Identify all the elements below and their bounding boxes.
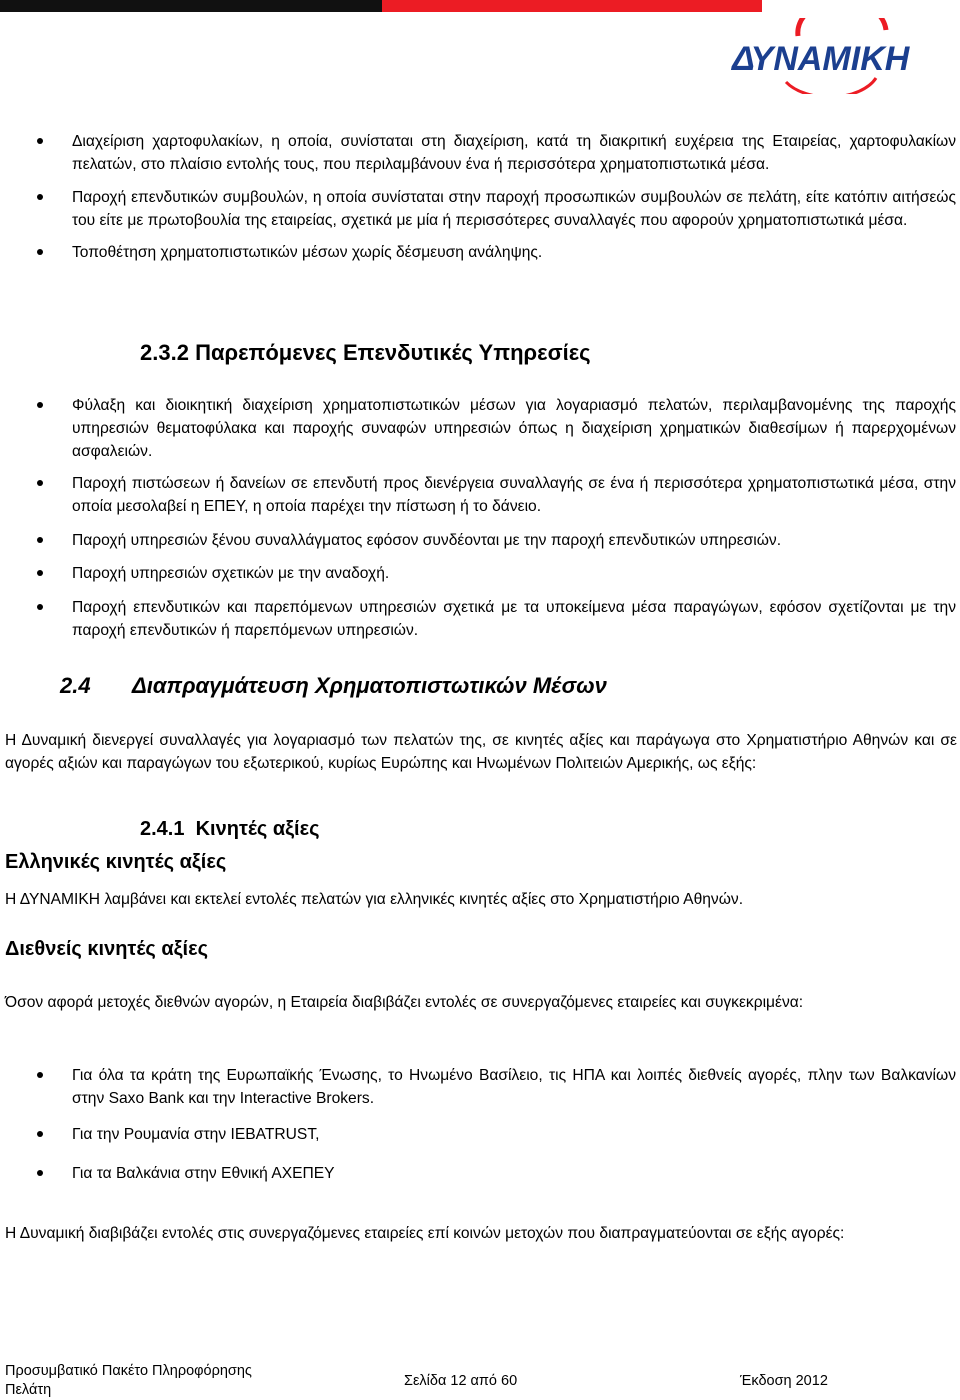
list-item: Παροχή υπηρεσιών σχετικών με την αναδοχή. xyxy=(0,562,960,585)
footer-page-number: Σελίδα 12 από 60 xyxy=(404,1373,518,1389)
international-securities-heading: Διεθνείς κινητές αξίες xyxy=(5,938,208,960)
header-bar-black xyxy=(0,0,382,12)
bullet-icon xyxy=(37,138,43,144)
section-heading-2-3-2: 2.3.2 Παρεπόμενες Επενδυτικές Υπηρεσίες xyxy=(140,340,591,365)
list-item: Παροχή υπηρεσιών ξένου συναλλάγματος εφόσον συνδέονται με την παροχή επενδυτικών υπηρεσιών. xyxy=(0,529,960,552)
footer-document-title: Προσυμβατικό Πακέτο Πληροφόρησης Πελάτη xyxy=(5,1363,252,1398)
list-item: Τοποθέτηση χρηματοπιστωτικών μέσων χωρίς δέσμευση ανάληψης. xyxy=(0,241,960,264)
greek-securities-heading: Ελληνικές κινητές αξίες xyxy=(5,851,227,873)
list-item: Παροχή επενδυτικών συμβουλών, η οποία συνίσταται στην παροχή προσωπικών συμβουλών σε πελάτη, είτε κατόπιν αιτήσεώς του είτε με πρωτοβουλία της εταιρείας, σχετικά με μία ή περισσότερες συναλλαγές που αφορούν χρηματοπιστωτικά μέσα. xyxy=(0,186,960,232)
international-securities-paragraph: Όσον αφορά μετοχές διεθνών αγορών, η Εταιρεία διαβιβάζει εντολές σε συνεργαζόμενες εταιρείες και συγκεκριμένα: xyxy=(5,994,804,1011)
bullet-icon xyxy=(37,537,43,543)
list-item: Για όλα τα κράτη της Ευρωπαϊκής Ένωσης, το Ηνωμένο Βασίλειο, τις ΗΠΑ και λοιπές διεθνείς αγορές, πλην των Βαλκανίων στην Saxo Bank και την Interactive Brokers. xyxy=(0,1064,960,1110)
bullet-icon xyxy=(37,480,43,486)
investment-services-list xyxy=(0,130,960,264)
list-item: Διαχείριση χαρτοφυλακίων, η οποία, συνίσταται στη διαχείριση, κατά τη διακριτική ευχέρεια της Εταιρείας, χαρτοφυλακίων πελατών, στο πλαίσιο εντολής τους, που περιλαμβάνουν ένα ή περισσότερα χρηματοπιστωτικά μέσα. xyxy=(0,130,960,176)
list-item: Παροχή επενδυτικών και παρεπόμενων υπηρεσιών σχετικά με τα υποκείμενα μέσα παραγώγων, εφόσον σχετίζονται με την παροχή επενδυτικών ή παρεπόμενων υπηρεσιών. xyxy=(0,596,960,642)
bullet-icon xyxy=(37,249,43,255)
final-paragraph: Η Δυναμική διαβιβάζει εντολές στις συνεργαζόμενες εταιρείες επί κοινών μετοχών που διαπραγματεύονται σε εξής αγορές: xyxy=(5,1225,845,1242)
bullet-icon xyxy=(37,570,43,576)
ancillary-services-list xyxy=(0,394,960,642)
header-bar-red xyxy=(382,0,762,12)
footer-edition: Έκδοση 2012 xyxy=(740,1373,828,1389)
greek-securities-paragraph: Η ΔΥΝΑΜΙΚΗ λαμβάνει και εκτελεί εντολές πελατών για ελληνικές κινητές αξίες στο Χρηματιστήριο Αθηνών. xyxy=(5,891,744,908)
bullet-icon xyxy=(37,194,43,200)
list-item: Φύλαξη και διοικητική διαχείριση χρηματοπιστωτικών μέσων για λογαριασμό πελατών, περιλαμβανομένης της παροχής υπηρεσιών θεματοφύλακα και παροχής συναφών υπηρεσιών όπως η διαχείριση χρηματικών διαθεσίμων ή παρερχομένων ασφαλειών. xyxy=(0,394,960,463)
list-item: Για την Ρουμανία στην IEBATRUST, xyxy=(0,1123,960,1146)
list-item: Παροχή πιστώσεων ή δανείων σε επενδυτή προς διενέργεια συναλλαγής σε ένα ή περισσότερα χρηματοπιστωτικά μέσα, στην οποία μεσολαβεί η ΕΠΕΥ, η οποία παρέχει την πίστωση ή το δάνειο. xyxy=(0,472,960,518)
bullet-icon xyxy=(37,1131,43,1137)
bullet-icon xyxy=(37,1170,43,1176)
section-heading-2-4-1: 2.4.1 Κινητές αξίες xyxy=(140,818,320,840)
bullet-icon xyxy=(37,1072,43,1078)
partner-brokers-list xyxy=(0,1064,960,1185)
logo-text: ΔΥΝΑΜΙΚΗ xyxy=(732,40,910,78)
section-2-4-paragraph: Η Δυναμική διενεργεί συναλλαγές για λογαριασμό των πελατών της, σε κινητές αξίες και παράγωγα στο Χρηματιστήριο Αθηνών και σε αγορές αξιών και παραγώγων του εξωτερικού, κυρίως Ευρώπης και Ηνωμένων Πολιτειών Αμερικής, ως εξής: xyxy=(5,732,957,772)
bullet-icon xyxy=(37,402,43,408)
list-item: Για τα Βαλκάνια στην Εθνική ΑΧΕΠΕΥ xyxy=(0,1162,960,1185)
section-heading-2-4: 2.4 Διαπραγμάτευση Χρηματοπιστωτικών Μέσων xyxy=(60,673,607,698)
company-logo xyxy=(726,18,940,94)
bullet-icon xyxy=(37,604,43,610)
